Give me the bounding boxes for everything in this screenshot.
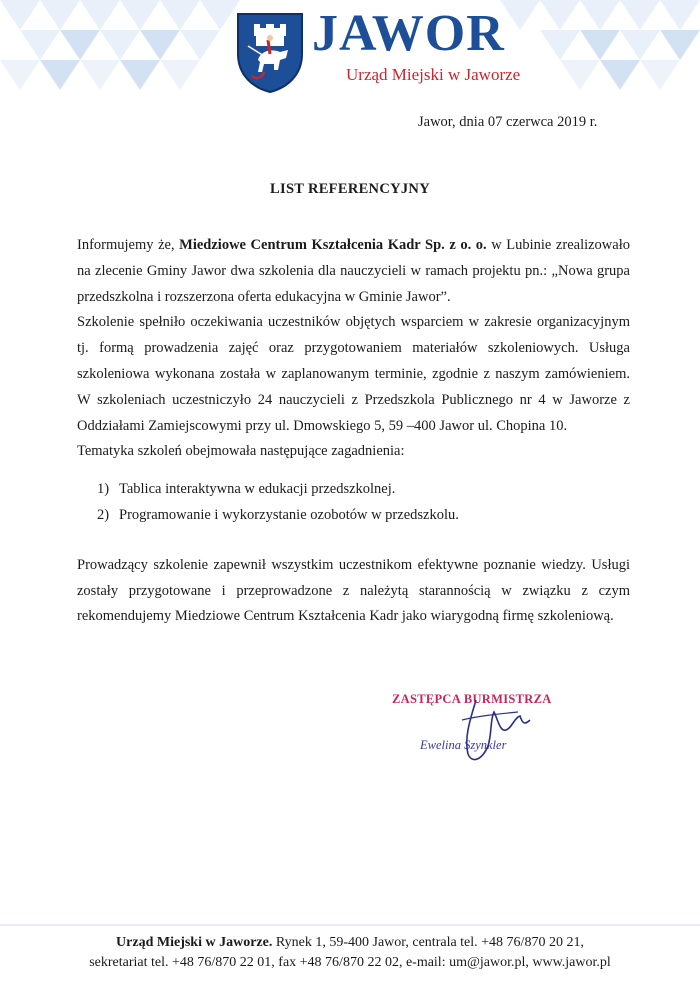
topics-intro: Tematyka szkoleń obejmowała następujące zagadnienia: (77, 443, 405, 460)
footer (0, 933, 700, 973)
intro-prefix: Informujemy że, (77, 237, 180, 253)
evaluation-paragraph: Szkolenie spełniło oczekiwania uczestników objętych wsparciem w zakresie organizacyjnym tj. formą prowadzenia zajęć oraz przygotowaniem materiałów szkoleniowych. Usługa szkoleniowa wykonana została w zaplanowanym terminie, zgodnie z naszym zamówieniem. W szkoleniach uczestniczyło 24 nauczycieli z Przedszkola Publicznego nr 4 w Jaworze z Oddziałami Zamiejscowymi przy ul. Dmowskiego 5, 59 –400 Jawor ul. Chopina 10. (77, 314, 630, 434)
company-name: Miedziowe Centrum Kształcenia Kadr Sp. z o. o. (179, 237, 487, 253)
list-item (77, 477, 630, 503)
coat-of-arms-icon (234, 10, 306, 94)
list-item-text: Programowanie i wykorzystanie ozobotów w przedszkolu. (119, 506, 459, 523)
stamp-title: ZASTĘPCA BURMISTRZA (392, 692, 552, 706)
topics-list (77, 477, 630, 529)
document-title: LIST REFERENCYJNY (270, 181, 430, 197)
jawor-logo (234, 5, 580, 96)
list-item (77, 503, 630, 529)
list-item-number: 2) (97, 506, 110, 523)
footer-divider (0, 924, 700, 926)
brand-subtitle: Urząd Miejski w Jaworze (346, 65, 521, 84)
footer-address: Rynek 1, 59-400 Jawor, centrala tel. +48 76/870 20 21, (272, 935, 584, 950)
letter-body (77, 233, 630, 630)
closing-paragraph: Prowadzący szkolenie zapewnił wszystkim uczestnikom efektywne poznanie wiedzy. Usługi zostały przygotowane i przeprowadzone z należytą starannością w związku z czym rekomendujemy Miedziowe Centrum Kształcenia Kadr jako wiarygodną firmę szkoleniową. (77, 556, 630, 625)
date-line: Jawor, dnia 07 czerwca 2019 r. (418, 114, 598, 130)
footer-line-2: sekretariat tel. +48 76/870 22 01, fax +48 76/870 22 02, e-mail: um@jawor.pl, www.jawor.pl (89, 955, 611, 970)
brand-name: JAWOR (312, 5, 505, 62)
list-item-text: Tablica interaktywna w edukacji przedszkolnej. (119, 481, 396, 498)
footer-org-name: Urząd Miejski w Jaworze. (116, 935, 273, 950)
intro-paragraph (77, 233, 630, 310)
footer-line-1 (0, 933, 700, 953)
stamp-name: Ewelina Szynkler (420, 738, 507, 752)
intro-rest: w Lubinie zrealizowało na zlecenie Gminy Jawor dwa szkolenia dla nauczycieli w ramach projektu pn.: „Nowa grupa przedszkolna i rozszerzona oferta edukacyjna w Gminie Jawor”. (77, 237, 630, 305)
list-item-number: 1) (97, 481, 110, 498)
handwritten-signature (418, 690, 578, 770)
